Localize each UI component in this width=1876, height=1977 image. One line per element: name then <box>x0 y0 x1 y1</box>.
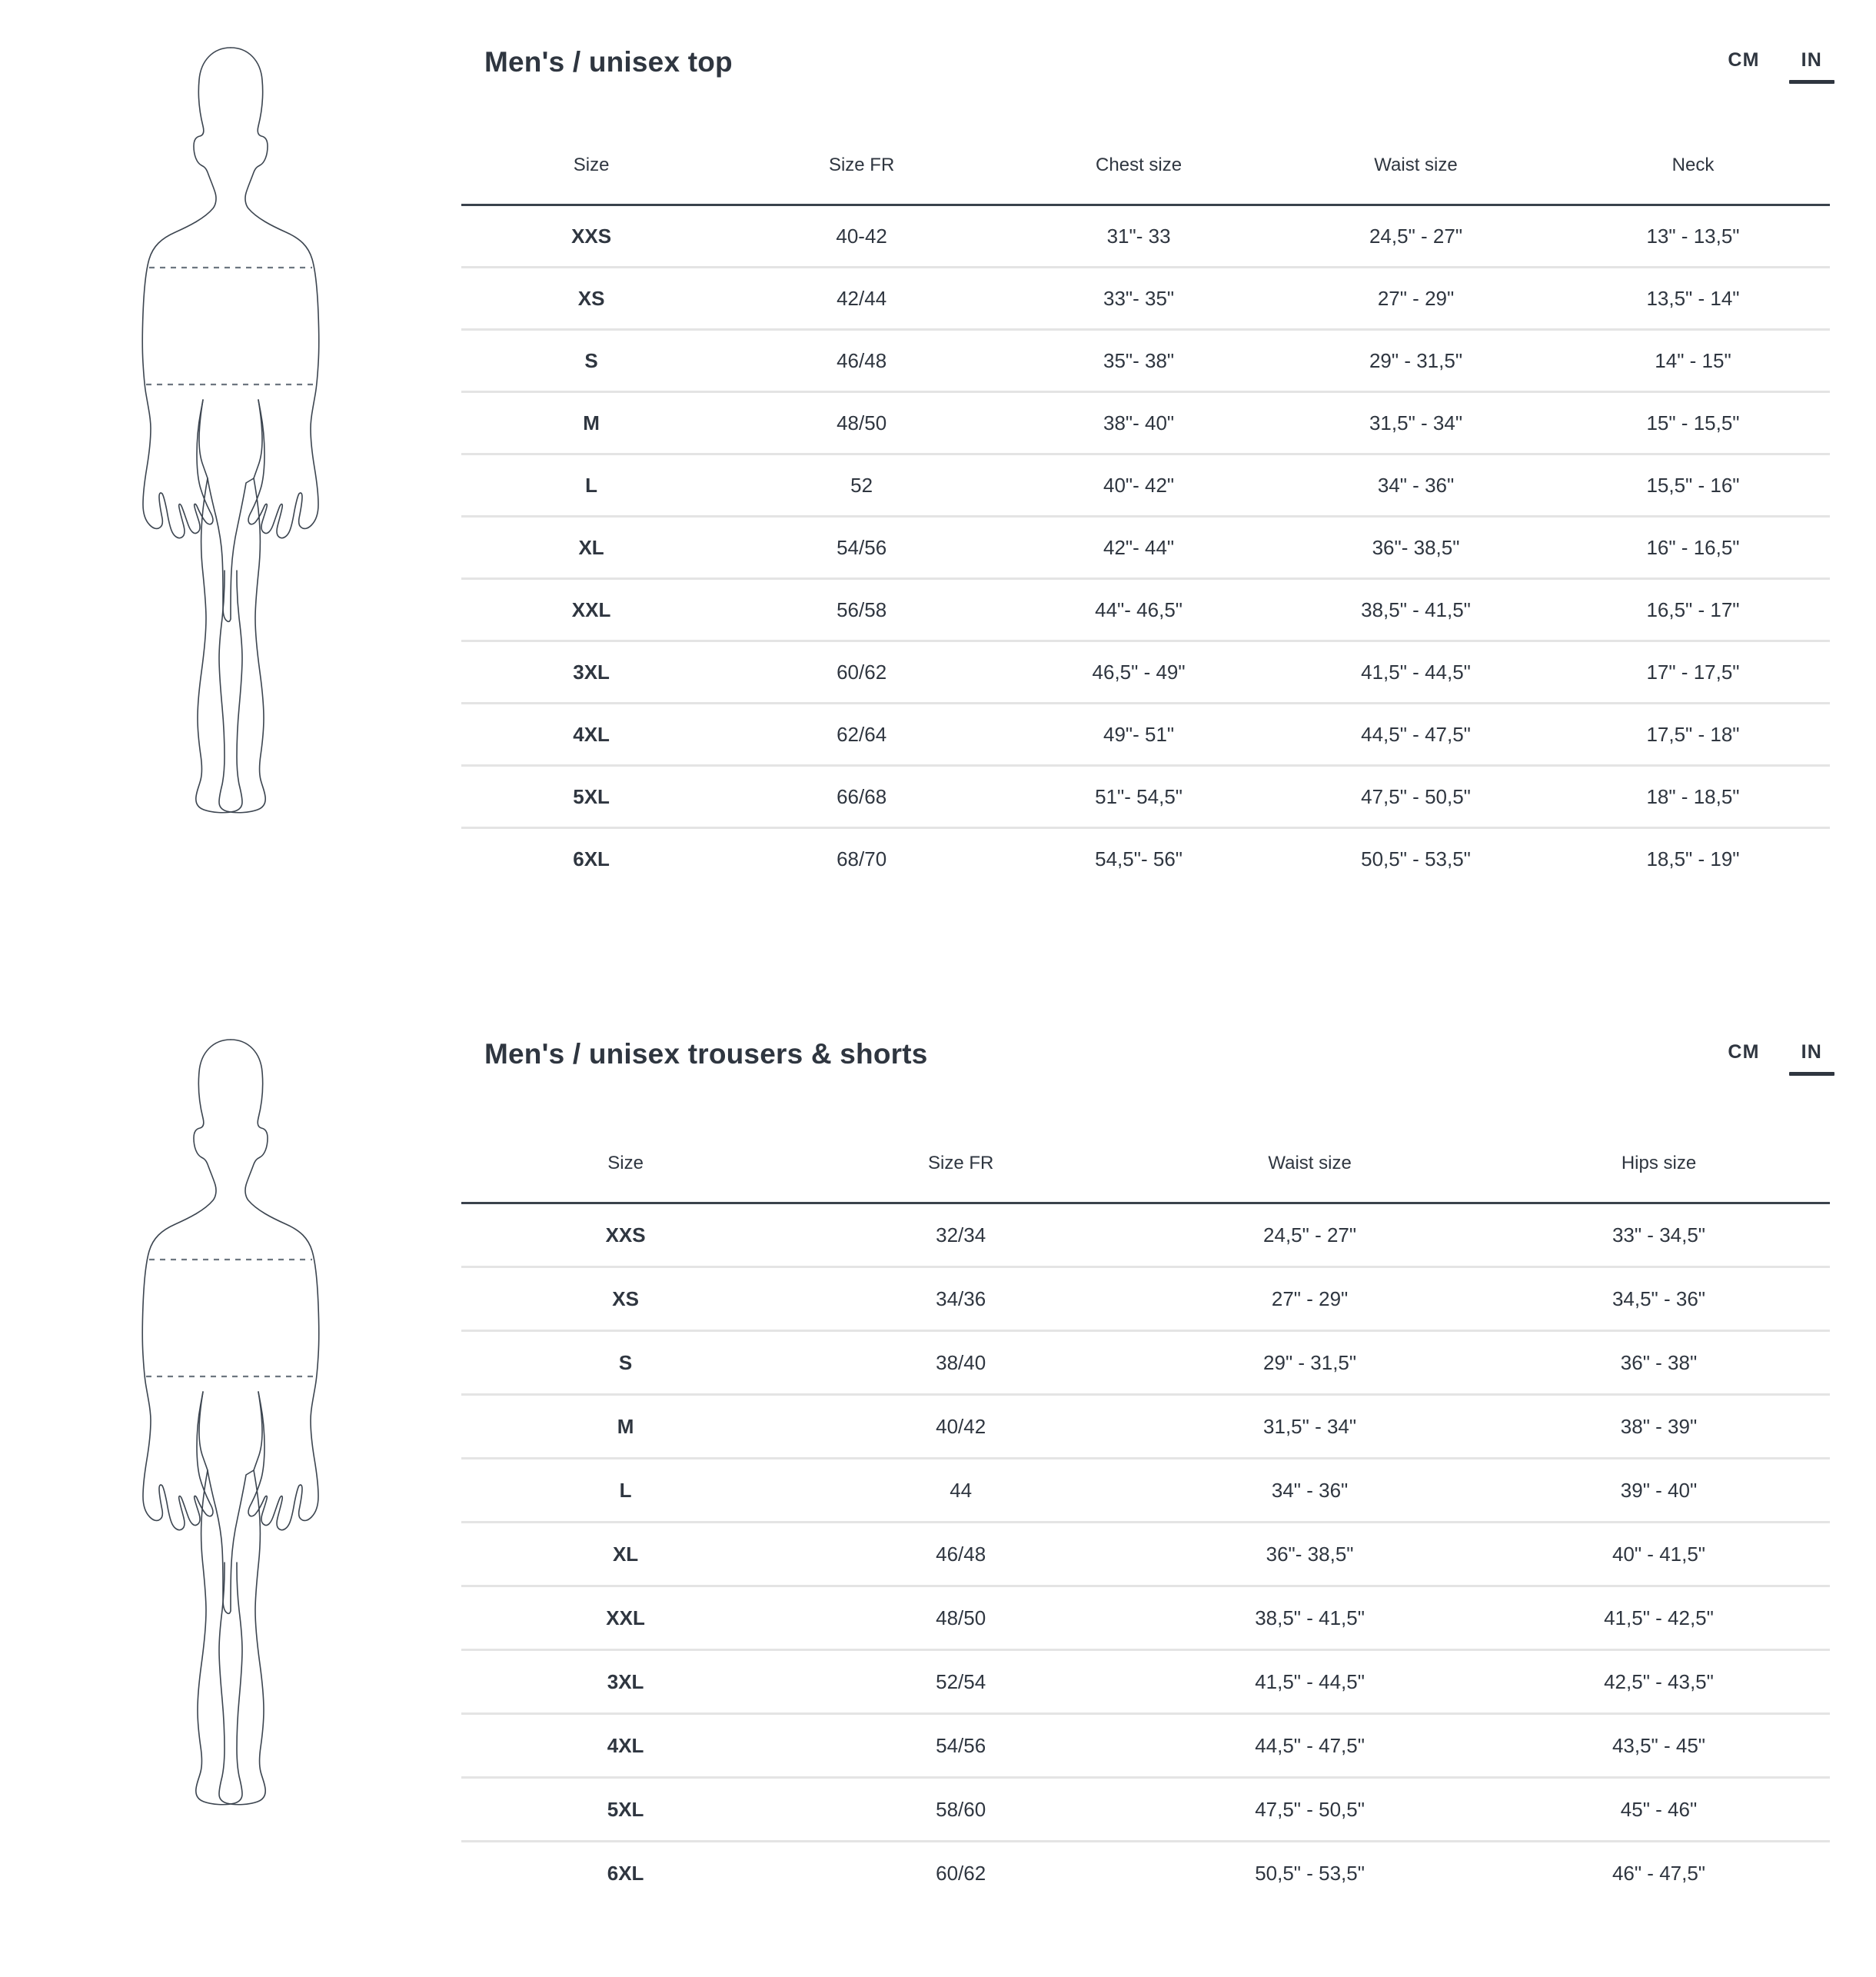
cell-waist-size: 50,5" - 53,5" <box>1361 847 1471 871</box>
unit-tab-in-top-underline <box>1789 80 1834 84</box>
cell-hips-size: 41,5" - 42,5" <box>1488 1586 1830 1650</box>
cell-size: 6XL <box>607 1862 644 1885</box>
column-header-chest-size: Chest size <box>1096 155 1182 175</box>
cell-chest-size: 33"- 35" <box>1002 268 1276 330</box>
cell-waist-size: 47,5" - 50,5" <box>1276 766 1556 828</box>
cell-size-fr: 38/40 <box>790 1331 1132 1395</box>
cell-size-fr: 68/70 <box>837 847 887 871</box>
body-figure-container-top <box>0 0 461 824</box>
cell-waist-size: 36"- 38,5" <box>1276 517 1556 579</box>
unit-tab-in-top[interactable] <box>1800 49 1824 84</box>
cell-size-fr: 42/44 <box>721 268 1002 330</box>
column-header-size: Size <box>573 155 610 175</box>
cell-size: XS <box>461 1267 790 1331</box>
column-header-size-fr: Size FR <box>828 155 895 175</box>
unit-toggle-mens-top[interactable] <box>1726 45 1830 84</box>
cell-neck: 13" - 13,5" <box>1556 205 1830 268</box>
cell-size: 3XL <box>461 641 721 704</box>
cell-size: M <box>461 392 721 454</box>
cell-neck: 17,5" - 18" <box>1556 704 1830 766</box>
cell-size: XL <box>461 1523 790 1586</box>
cell-waist-size: 27" - 29" <box>1132 1267 1488 1331</box>
cell-waist-size: 47,5" - 50,5" <box>1132 1778 1488 1842</box>
cell-waist-size: 38,5" - 41,5" <box>1132 1586 1488 1650</box>
cell-size-fr: 40-42 <box>721 205 1002 268</box>
cell-waist-size: 36"- 38,5" <box>1132 1523 1488 1586</box>
unit-tab-cm-top-label: CM <box>1728 49 1760 71</box>
cell-size: XXL <box>461 579 721 641</box>
cell-size: XL <box>461 517 721 579</box>
cell-size-fr: 48/50 <box>721 392 1002 454</box>
cell-size: XXL <box>461 1586 790 1650</box>
cell-chest-size: 54,5"- 56" <box>1095 847 1183 871</box>
unit-tab-cm-top[interactable] <box>1726 49 1761 84</box>
column-header-size-fr: Size FR <box>928 1153 994 1173</box>
cell-hips-size: 42,5" - 43,5" <box>1488 1650 1830 1714</box>
cell-size: L <box>461 1459 790 1523</box>
table-row <box>461 1267 1830 1331</box>
table-row <box>461 1395 1830 1459</box>
table-header-row <box>461 155 1830 205</box>
table-row <box>461 1523 1830 1586</box>
cell-size-fr: 66/68 <box>721 766 1002 828</box>
cell-chest-size: 51"- 54,5" <box>1002 766 1276 828</box>
cell-waist-size: 41,5" - 44,5" <box>1132 1650 1488 1714</box>
cell-neck: 18,5" - 19" <box>1646 847 1740 871</box>
section-header-mens-trousers <box>461 1037 1830 1076</box>
cell-size: 4XL <box>461 1714 790 1778</box>
cell-neck: 14" - 15" <box>1556 330 1830 392</box>
body-figure-container-bottom <box>0 992 461 1816</box>
cell-size: 3XL <box>461 1650 790 1714</box>
size-table-mens-top <box>461 155 1830 890</box>
cell-hips-size: 45" - 46" <box>1488 1778 1830 1842</box>
cell-waist-size: 34" - 36" <box>1132 1459 1488 1523</box>
size-table-body-mens-trousers <box>461 1203 1830 1905</box>
table-row <box>461 1586 1830 1650</box>
cell-size-fr: 56/58 <box>721 579 1002 641</box>
cell-waist-size: 24,5" - 27" <box>1276 205 1556 268</box>
cell-hips-size: 36" - 38" <box>1488 1331 1830 1395</box>
size-table-body-mens-top <box>461 205 1830 890</box>
unit-tab-in-top-label: IN <box>1801 49 1822 71</box>
size-content-mens-top <box>461 0 1876 890</box>
size-table-mens-trousers <box>461 1153 1830 1905</box>
table-row <box>461 205 1830 268</box>
unit-tab-in-bottom-label: IN <box>1801 1041 1822 1063</box>
cell-size-fr: 54/56 <box>721 517 1002 579</box>
size-content-mens-trousers <box>461 992 1876 1905</box>
unit-toggle-mens-trousers[interactable] <box>1726 1037 1830 1076</box>
cell-hips-size: 33" - 34,5" <box>1488 1203 1830 1267</box>
cell-neck: 18" - 18,5" <box>1556 766 1830 828</box>
table-row <box>461 330 1830 392</box>
column-header-neck: Neck <box>1671 155 1715 175</box>
table-row <box>461 1778 1830 1842</box>
cell-size: S <box>461 330 721 392</box>
cell-size-fr: 60/62 <box>936 1862 986 1885</box>
cell-neck: 15" - 15,5" <box>1556 392 1830 454</box>
cell-size: XS <box>461 268 721 330</box>
table-row <box>461 517 1830 579</box>
cell-waist-size: 44,5" - 47,5" <box>1132 1714 1488 1778</box>
cell-size-fr: 44 <box>790 1459 1132 1523</box>
cell-waist-size: 34" - 36" <box>1276 454 1556 517</box>
cell-neck: 17" - 17,5" <box>1556 641 1830 704</box>
cell-size-fr: 52/54 <box>790 1650 1132 1714</box>
cell-size: M <box>461 1395 790 1459</box>
cell-size-fr: 34/36 <box>790 1267 1132 1331</box>
cell-chest-size: 42"- 44" <box>1002 517 1276 579</box>
cell-waist-size: 44,5" - 47,5" <box>1276 704 1556 766</box>
cell-neck: 15,5" - 16" <box>1556 454 1830 517</box>
cell-neck: 16,5" - 17" <box>1556 579 1830 641</box>
cell-chest-size: 46,5" - 49" <box>1002 641 1276 704</box>
cell-size: 5XL <box>461 1778 790 1842</box>
cell-size-fr: 46/48 <box>721 330 1002 392</box>
table-row <box>461 1842 1830 1905</box>
cell-waist-size: 27" - 29" <box>1276 268 1556 330</box>
unit-tab-cm-bottom-label: CM <box>1728 1041 1760 1063</box>
table-row <box>461 268 1830 330</box>
cell-size: S <box>461 1331 790 1395</box>
cell-waist-size: 31,5" - 34" <box>1132 1395 1488 1459</box>
column-header-waist-size: Waist size <box>1268 1153 1352 1173</box>
table-row <box>461 579 1830 641</box>
cell-hips-size: 40" - 41,5" <box>1488 1523 1830 1586</box>
size-section-mens-trousers <box>0 992 1876 1977</box>
table-row <box>461 1331 1830 1395</box>
cell-size-fr: 58/60 <box>790 1778 1132 1842</box>
cell-size-fr: 52 <box>721 454 1002 517</box>
cell-size-fr: 60/62 <box>721 641 1002 704</box>
table-row <box>461 1714 1830 1778</box>
cell-size-fr: 46/48 <box>790 1523 1132 1586</box>
table-row <box>461 454 1830 517</box>
cell-chest-size: 38"- 40" <box>1002 392 1276 454</box>
cell-size: 6XL <box>573 847 610 871</box>
size-table-head-mens-trousers <box>461 1153 1830 1203</box>
cell-size-fr: 62/64 <box>721 704 1002 766</box>
cell-size-fr: 32/34 <box>790 1203 1132 1267</box>
table-row <box>461 766 1830 828</box>
page-title-mens-top: Men's / unisex top <box>484 46 733 78</box>
unit-tab-in-bottom[interactable] <box>1800 1041 1824 1076</box>
cell-chest-size: 49"- 51" <box>1002 704 1276 766</box>
cell-chest-size: 31"- 33 <box>1002 205 1276 268</box>
size-table-head-mens-top <box>461 155 1830 205</box>
cell-size: 4XL <box>461 704 721 766</box>
table-row <box>461 641 1830 704</box>
cell-waist-size: 29" - 31,5" <box>1276 330 1556 392</box>
cell-hips-size: 39" - 40" <box>1488 1459 1830 1523</box>
cell-waist-size: 41,5" - 44,5" <box>1276 641 1556 704</box>
cell-size-fr: 40/42 <box>790 1395 1132 1459</box>
cell-neck: 13,5" - 14" <box>1556 268 1830 330</box>
cell-size: XXS <box>461 1203 790 1267</box>
cell-hips-size: 38" - 39" <box>1488 1395 1830 1459</box>
cell-hips-size: 46" - 47,5" <box>1612 1862 1706 1885</box>
table-row <box>461 1459 1830 1523</box>
unit-tab-in-bottom-underline <box>1789 1072 1834 1076</box>
section-header-mens-top <box>461 45 1830 84</box>
table-header-row <box>461 1153 1830 1203</box>
table-row <box>461 828 1830 890</box>
column-header-waist-size: Waist size <box>1374 155 1458 175</box>
column-header-size: Size <box>607 1153 644 1173</box>
table-row <box>461 1203 1830 1267</box>
column-header-hips-size: Hips size <box>1621 1153 1697 1173</box>
cell-waist-size: 38,5" - 41,5" <box>1276 579 1556 641</box>
page-title-mens-trousers: Men's / unisex trousers & shorts <box>484 1038 928 1070</box>
cell-chest-size: 44"- 46,5" <box>1002 579 1276 641</box>
cell-waist-size: 50,5" - 53,5" <box>1255 1862 1365 1885</box>
cell-size-fr: 48/50 <box>790 1586 1132 1650</box>
male-body-front-figure <box>123 1032 338 1816</box>
table-row <box>461 392 1830 454</box>
unit-tab-cm-bottom[interactable] <box>1726 1041 1761 1076</box>
cell-size: 5XL <box>461 766 721 828</box>
cell-waist-size: 24,5" - 27" <box>1132 1203 1488 1267</box>
cell-chest-size: 35"- 38" <box>1002 330 1276 392</box>
cell-neck: 16" - 16,5" <box>1556 517 1830 579</box>
cell-size-fr: 54/56 <box>790 1714 1132 1778</box>
table-row <box>461 1650 1830 1714</box>
table-row <box>461 704 1830 766</box>
cell-size: XXS <box>461 205 721 268</box>
cell-hips-size: 34,5" - 36" <box>1488 1267 1830 1331</box>
male-body-front-figure <box>123 40 338 824</box>
cell-chest-size: 40"- 42" <box>1002 454 1276 517</box>
cell-waist-size: 31,5" - 34" <box>1276 392 1556 454</box>
cell-hips-size: 43,5" - 45" <box>1488 1714 1830 1778</box>
cell-waist-size: 29" - 31,5" <box>1132 1331 1488 1395</box>
cell-size: L <box>461 454 721 517</box>
